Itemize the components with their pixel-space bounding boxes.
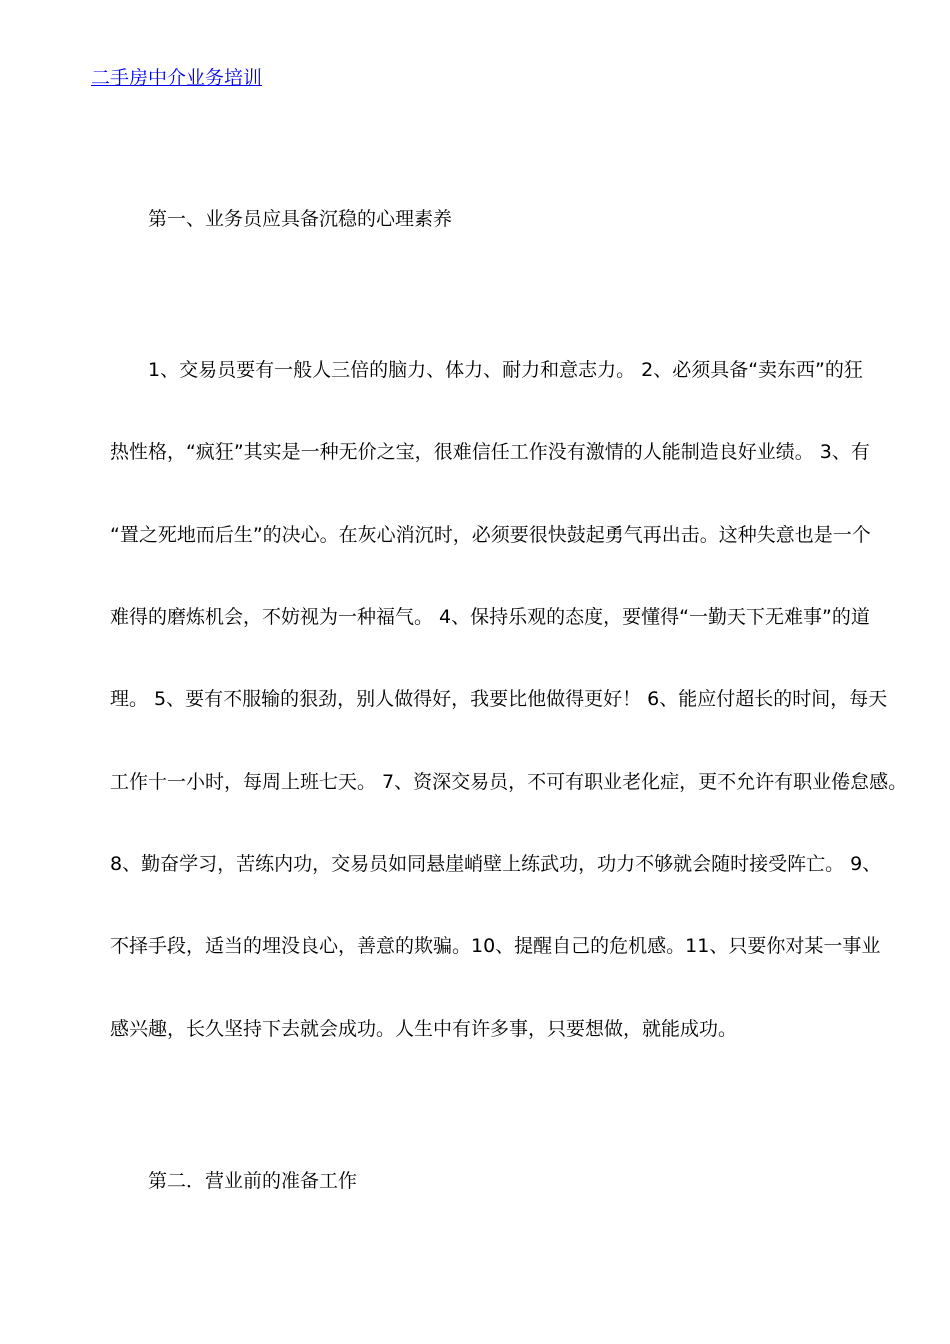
paragraph-line: 不择手段，适当的埋没良心，善意的欺骗。10、提醒自己的危机感。11、只要你对某一事业 (110, 935, 881, 957)
document-title-link[interactable]: 二手房中介业务培训 (91, 67, 263, 89)
paragraph-line: 难得的磨炼机会，不妨视为一种福气。 4、保持乐观的态度，要懂得“一勤天下无难事”的道 (110, 606, 870, 628)
paragraph-line: 工作十一小时，每周上班七天。 7、资深交易员，不可有职业老化症，更不允许有职业倦怠感。 (110, 771, 908, 793)
paragraph-line: 1、交易员要有一般人三倍的脑力、体力、耐力和意志力。 2、必须具备“卖东西”的狂 (110, 359, 863, 381)
section-heading-1: 第一、业务员应具备沉稳的心理素养 (148, 208, 453, 230)
paragraph-line: 理。 5、要有不服输的狠劲，别人做得好，我要比他做得更好！ 6、能应付超长的时间，每天 (110, 688, 888, 710)
paragraph-line: 8、勤奋学习，苦练内功，交易员如同悬崖峭壁上练武功，功力不够就会随时接受阵亡。 9、 (110, 853, 882, 875)
section-heading-2: 第二．营业前的准备工作 (148, 1170, 358, 1192)
paragraph-line: “置之死地而后生”的决心。在灰心消沉时，必须要很快鼓起勇气再出击。这种失意也是一个 (110, 524, 871, 546)
paragraph-line: 热性格，“疯狂”其实是一种无价之宝，很难信任工作没有激情的人能制造良好业绩。 3、有 (110, 441, 870, 463)
paragraph-line: 感兴趣，长久坚持下去就会成功。人生中有许多事，只要想做，就能成功。 (110, 1018, 738, 1040)
